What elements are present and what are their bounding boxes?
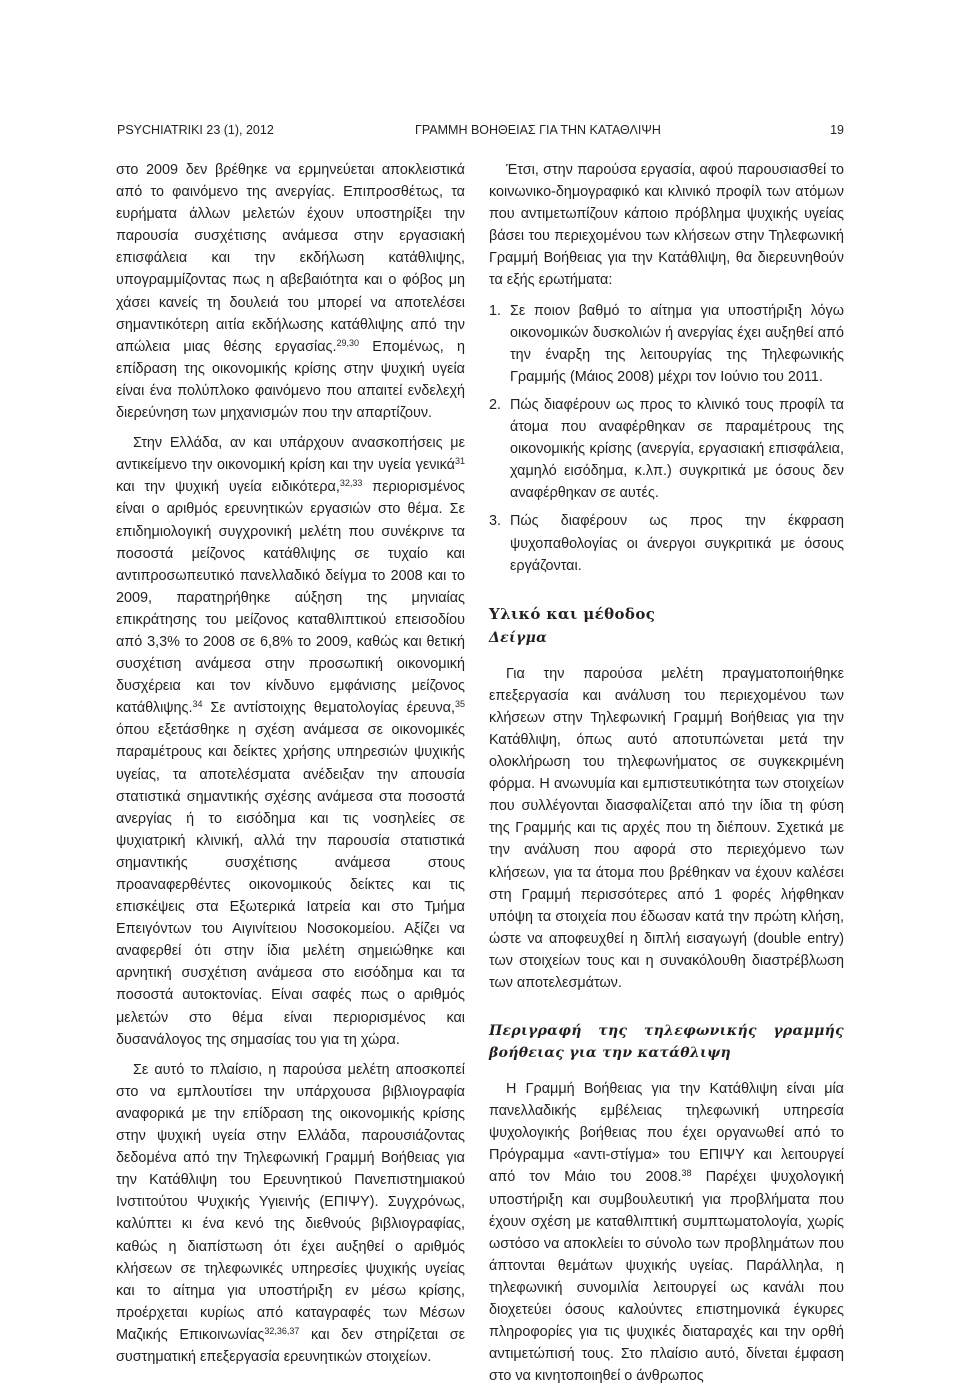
paragraph: Έτσι, στην παρούσα εργασία, αφού παρουσιασθεί το κοινωνικο-δημογραφικό και κλινικό προφίλ των ατόμων που αντιμετωπίζουν κάποιο πρόβλημα ψυχικής υγείας βάσει του περιεχομένου των κλήσεων στην Τηλεφωνική Γραμμή Βοήθειας για την Κατάθλιψη, θα διερευνηθούν τα εξής ερωτήματα: — [489, 162, 844, 289]
citation-ref: 35 — [454, 699, 465, 710]
page-number: 19 — [830, 123, 844, 137]
citation-ref: 29,30 — [336, 337, 359, 348]
right-column — [489, 159, 844, 1395]
paragraph: Στην Ελλάδα, αν και υπάρχουν ανασκοπήσεις με αντικείμενο την οικονομική κρίση και την υγεία γενικά$^{31}$ και την ψυχική υγεία ειδικότερα,$^{32,33}$ περιορισμένος είναι ο αριθμός ερευνητικών εργασιών στο θέμα. Σε επιδημιολογική συγχρονική μελέτη που συνέκρινε τα ποσοστά μείζονος κατάθλιψης σε τυχαίο και αντιπροσωπευτικό πανελλαδικό δείγμα το 2008 και το 2009, παρατηρήθηκε αύξηση της μηνιαίας επικράτησης του μείζονος καταθλιπτικού επεισοδίου από 3,3% το 2008 σε 6,8% το 2009, καθώς και θετική συσχέτιση ανάμεσα στην προσωπική οικονομική δυσχέρεια και τον κίνδυνο εμφάνισης μείζονος κατάθλιψης.$^{34}$ Σε αντίστοιχης θεματολογίας έρευνα,$^{35}$ όπου εξετάσθηκε η σχέση ανάμεσα σε οικονομικές παραμέτρους και δείκτες χρήσης υπηρεσιών ψυχικής υγείας, τα αποτελέσματα ανέδειξαν την απουσία στατιστικά σημαντικής σχέσης ανάμεσα στα ποσοστά ανεργίας ή το εισόδημα και τις νοσηλείες σε ψυχιατρική κλινική, αλλά την παρουσία στατιστικά σημαντικής συσχέτισης ανάμεσα στους προαναφερθέντες οικονομικούς δείκτες και τις επισκέψεις στα Εξωτερικά Ιατρεία και στο Τμήμα Επειγόντων του Αιγινίτειου Νοσοκομείου. Αξίζει να αναφερθεί ότι στην ίδια μελέτη σημειώθηκε και αρνητική συσχέτιση ανάμεσα στο εισόδημα και τα ποσοστά αυτοκτονίας. Είναι σαφές πως ο αριθμός μελετών στο θέμα είναι περιορισμένος και δυσανάλογος της σημασίας του για τη χώρα. — [116, 435, 465, 1048]
research-questions — [489, 300, 844, 577]
subheading: Δείγμα — [489, 629, 548, 646]
paragraph: Για την παρούσα μελέτη πραγματοποιήθηκε επεξεργασία και ανάλυση του περιεχομένου των κλήσεων στην Τηλεφωνική Γραμμή Βοήθειας για την Κατάθλιψη, όπως αυτό αποτυπώνεται μετά την ολοκλήρωση του τηλεφωνήματος σε συγκεκριμένη φόρμα. Η ανωνυμία και εμπιστευτικότητα των στοιχείων που συλλέγονται διασφαλίζεται από την ίδια τη φύση της Γραμμής και τις αρχές που τη διέπουν. Σχετικά με την ανάλυση που αφορά στο περιεχόμενο των κλήσεων, για τα άτομα που βρέθηκαν να έχουν καλέσει στη Γραμμή περισσότερες από 1 φορές λήφθηκαν υπόψη τα στοιχεία που έδωσαν κατά την πρώτη κλήση, ώστε να αποφευχθεί η διπλή εισαγωγή (double entry) των στοιχείων τους και η συνακόλουθη διαστρέβλωση των αποτελεσμάτων. — [489, 665, 844, 991]
citation-ref: 32,36,37 — [264, 1325, 300, 1336]
paragraph: Σε αυτό το πλαίσιο, η παρούσα μελέτη αποσκοπεί στο να εμπλουτίσει την υπάρχουσα βιβλιογραφία αναφορικά με την επίδραση της οικονομικής κρίσης στην ψυχική υγεία στην Ελλάδα, παρουσιάζοντας δεδομένα από την Τηλεφωνική Γραμμή Βοήθειας για την Κατάθλιψη του Ερευνητικού Πανεπιστημιακού Ινστιτούτου Ψυχικής Υγιεινής (ΕΠΙΨΥ). Συγχρόνως, καλύπτει κι ένα κενό της διεθνούς βιβλιογραφίας, καθώς η διαπίστωση ότι έχει αυξηθεί ο αριθμός κλήσεων σε τηλεφωνικές υπηρεσίες ψυχικής υγείας και το αίτημα για υποστήριξη εν μέσω κρίσης, προέρχεται κυρίως από καταγραφές των Μέσων Μαζικής Επικοινωνίας$^{32,36,37}$ και δεν στηρίζεται σε συστηματική επεξεργασία ερευνητικών στοιχείων. — [116, 1061, 465, 1365]
citation-ref: 32,33 — [339, 478, 363, 489]
left-column — [116, 159, 465, 1376]
list-item: 1. Σε ποιον βαθμό το αίτημα για υποστήριξη λόγω οικονομικών δυσκολιών ή ανεργίας έχει αυξηθεί από την έναρξη της λειτουργίας της Τηλεφωνικής Γραμμής (Μάιος 2008) μέχρι τον Ιούνιο του 2011. — [489, 302, 844, 385]
citation-ref: 38 — [681, 1168, 692, 1179]
running-header — [117, 121, 844, 139]
subheading: Περιγραφή της τηλεφωνικής γραμμής βοήθειας για την κατάθλιψη — [489, 1023, 844, 1062]
list-item: 3. Πώς διαφέρουν ως προς την έκφραση ψυχοπαθολογίας οι άνεργοι συγκριτικά με όσους εργάζονται. — [489, 513, 844, 574]
paragraph: Η Γραμμή Βοήθειας για την Κατάθλιψη είναι μία πανελλαδικής εμβέλειας τηλεφωνική υπηρεσία ψυχολογικής βοήθειας που έχει οργανωθεί από το Πρόγραμμα «αντι-στίγμα» του ΕΠΙΨΥ και λειτουργεί από τον Μάιο του 2008.38 Παρέχει ψυχολογική υποστήριξη και συμβουλευτική για προβλήματα που έχουν σχέση με καταθλιπτική συμπτωματολογία, χωρίς ωστόσο να αποκλείει το σύνολο των προβλημάτων που άπτονται θεμάτων ψυχικής υγείας. Παράλληλα, η τηλεφωνική συνομιλία λειτουργεί ως κανάλι που διοχετεύει όσους καλούντες επιστημονικά έγκυρες πληροφορίες για τις ψυχικές διαταραχές και την ορθή αντιμετώπισή τους. Στο πλαίσιο αυτό, δίνεται έμφαση στο να κινητοποιηθεί ο άνθρωπος — [489, 1081, 844, 1385]
journal-citation: PSYCHIATRIKI 23 (1), 2012 — [117, 123, 274, 137]
citation-ref: 34 — [192, 699, 203, 710]
section-heading: Υλικό και μέθοδος — [489, 604, 656, 623]
list-item: 2. Πώς διαφέρουν ως προς το κλινικό τους προφίλ τα άτομα που αναφέρθηκαν σε παραμέτρους της οικονομικής κρίσης (ανεργία, εργασιακή επισφάλεια, χαμηλό εισόδημα, κ.λπ.) συγκριτικά με όσους δεν αναφέρθηκαν σε αυτές. — [489, 396, 844, 502]
running-title: ΓΡΑΜΜΗ ΒΟΗΘΕΙΑΣ ΓΙΑ ΤΗΝ ΚΑΤΑΘΛΙΨΗ — [415, 123, 661, 137]
paragraph: στο 2009 δεν βρέθηκε να ερμηνεύεται αποκλειστικά από το φαινόμενο της ανεργίας. Επιπροσθέτως, τα ευρήματα άλλων μελετών έχουν υποστηρίξει την παρουσία συσχέτισης ανάμεσα στην εργασιακή επισφάλεια και την εκδήλωση κατάθλιψης, υπογραμμίζοντας πως η αβεβαιότητα και ο φόβος μη χάσει κανείς τη δουλειά του μπορεί να αποτελέσει σημαντικότερη αιτία εκδήλωσης κατάθλιψης από την απώλεια μιας θέσης εργασίας.$^{29,30}$ Επομένως, η επίδραση της οικονομικής κρίσης στην ψυχική υγεία είναι ένα πολύπλοκο φαινόμενο που απαιτεί ενδελεχή διερεύνηση των μηχανισμών που την απαρτίζουν. — [116, 162, 465, 422]
citation-ref: 31 — [454, 456, 465, 467]
